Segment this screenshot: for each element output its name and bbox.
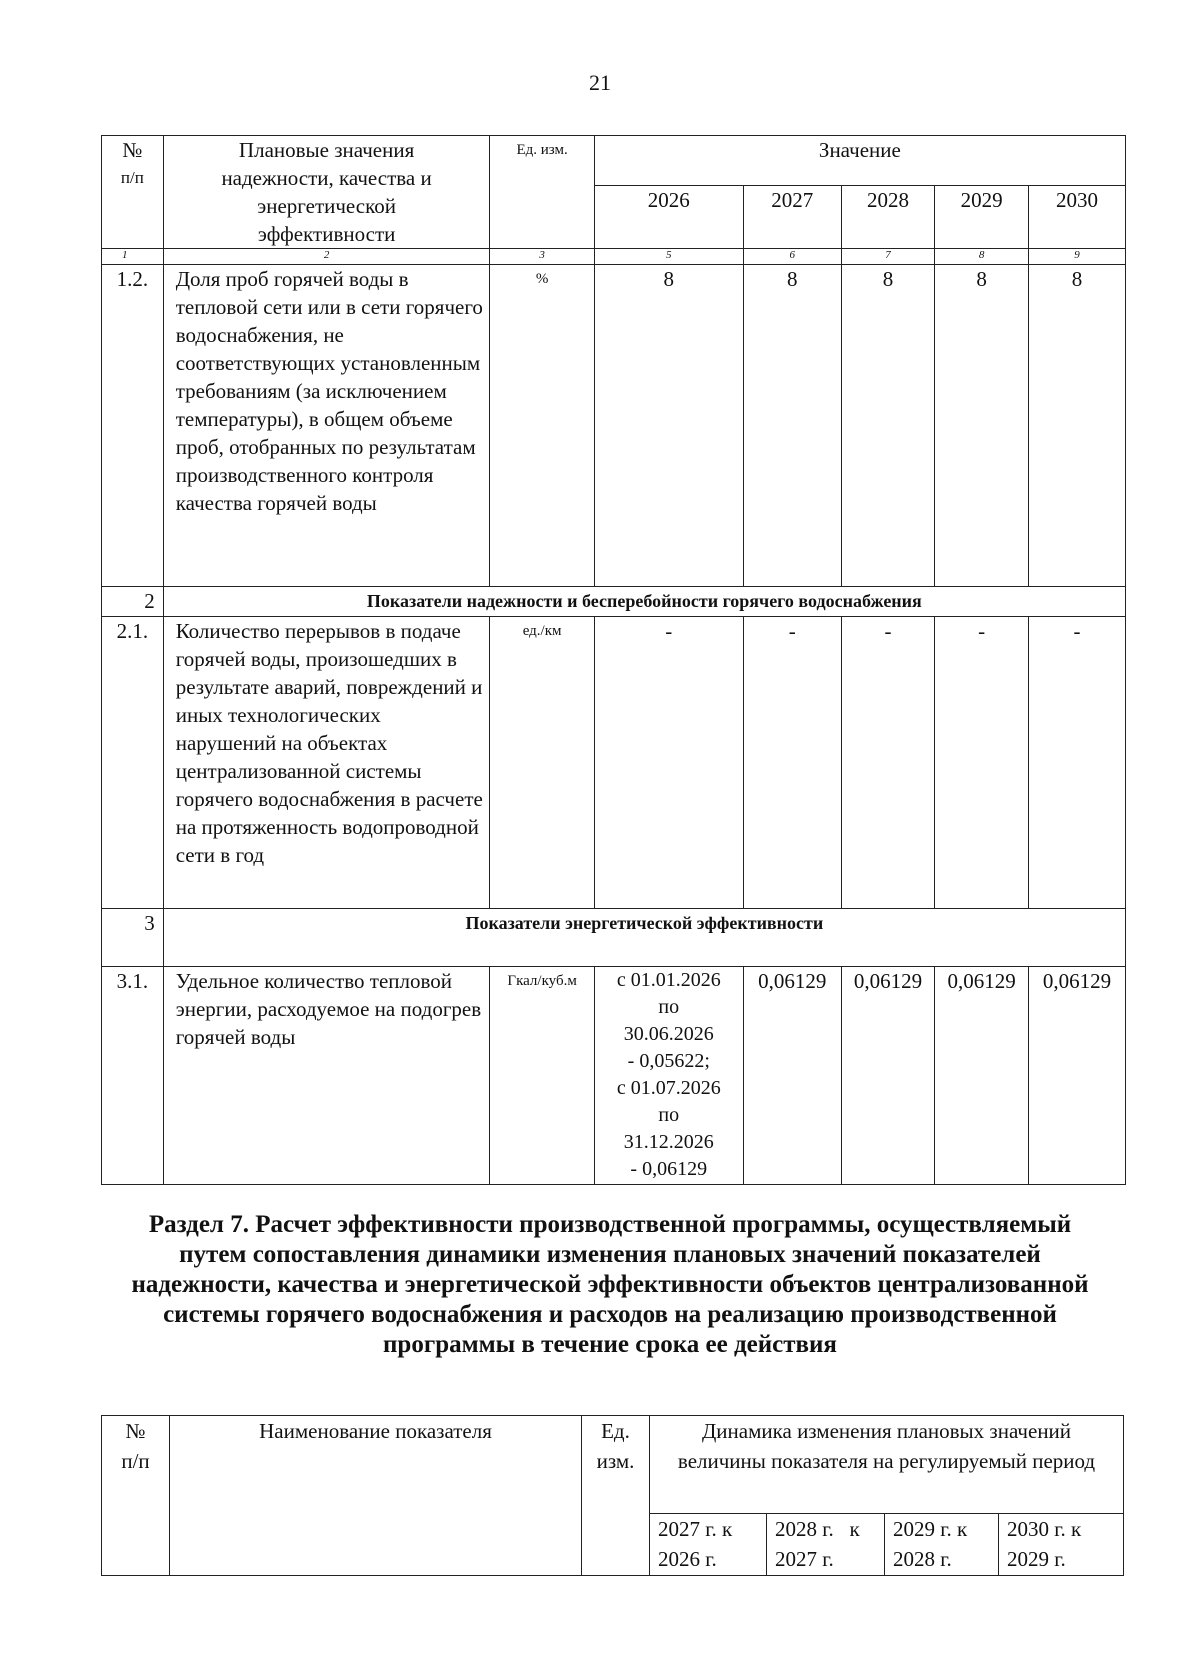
value-cell: 8 <box>594 265 743 587</box>
period-cell <box>885 1514 999 1576</box>
index-cell: 9 <box>1029 249 1126 265</box>
section-title: Показатели надежности и бесперебойности горячего водоснабжения <box>163 587 1125 617</box>
name-header: Наименование показателя <box>170 1416 582 1576</box>
period-cell <box>999 1514 1124 1576</box>
year-2029: 2029 <box>935 186 1029 249</box>
year-2027: 2027 <box>743 186 841 249</box>
value-cell: 0,06129 <box>1029 967 1126 1185</box>
year-2028: 2028 <box>841 186 935 249</box>
period-line: по <box>658 996 680 1018</box>
period-from: 2027 г. к <box>658 1517 733 1541</box>
period-line: - 0,05622; <box>627 1050 710 1072</box>
index-cell: 8 <box>935 249 1029 265</box>
num-header-line1: № <box>125 1419 146 1443</box>
value-cell: - <box>594 617 743 909</box>
index-row <box>102 249 1126 265</box>
value-cell: - <box>1029 617 1126 909</box>
row-number: 3.1. <box>102 967 164 1185</box>
period-line: с 01.01.2026 <box>616 969 721 991</box>
period-cell <box>767 1514 885 1576</box>
unit-header-line1: Ед. <box>601 1419 630 1443</box>
index-cell: 7 <box>841 249 935 265</box>
value-cell: 8 <box>1029 265 1126 587</box>
period-cell <box>650 1514 767 1576</box>
header-row <box>102 136 1126 186</box>
value-cell: 8 <box>935 265 1029 587</box>
unit-header-line2: изм. <box>596 1449 635 1473</box>
row-number: 2.1. <box>102 617 164 909</box>
section-number: 3 <box>102 909 164 967</box>
name-header: Плановые значения надежности, качества и энергетической эффективности <box>163 136 490 249</box>
period-from: 2028 г. к <box>775 1517 860 1541</box>
value-cell: - <box>841 617 935 909</box>
value-cell: 0,06129 <box>841 967 935 1185</box>
value-cell: - <box>743 617 841 909</box>
section-row <box>102 587 1126 617</box>
indicator-name: Доля проб горячей воды в тепловой сети или в сети горячего водоснабжения, не соответствующих установленным требованиям (за исключением температуры), в общем объеме проб, отобранных по результатам производственного контроля качества горячей воды <box>163 265 490 587</box>
indicator-name: Удельное количество тепловой энергии, расходуемое на подогрев горячей воды <box>163 967 490 1185</box>
row-number: 1.2. <box>102 265 164 587</box>
section-row <box>102 909 1126 967</box>
index-cell: 2 <box>163 249 490 265</box>
index-cell: 1 <box>102 249 164 265</box>
period-from: 2030 г. к <box>1007 1517 1082 1541</box>
value-header: Значение <box>594 136 1125 186</box>
period-line: - 0,06129 <box>630 1158 708 1180</box>
period-to: 2028 г. <box>893 1547 952 1571</box>
period-from: 2029 г. к <box>893 1517 968 1541</box>
value-cell: 0,06129 <box>935 967 1029 1185</box>
indicators-table <box>101 135 1126 1185</box>
table-row <box>102 967 1126 1185</box>
num-header <box>102 1416 170 1576</box>
year-2026: 2026 <box>594 186 743 249</box>
period-to: 2029 г. <box>1007 1547 1066 1571</box>
header-row <box>102 1416 1124 1514</box>
dynamics-header: Динамика изменения плановых значений величины показателя на регулируемый период <box>650 1416 1124 1514</box>
period-line: по <box>658 1104 680 1126</box>
period-line: с 01.07.2026 <box>616 1077 721 1099</box>
year-2030: 2030 <box>1029 186 1126 249</box>
value-cell: 8 <box>743 265 841 587</box>
unit-header: Ед. изм. <box>490 136 594 249</box>
section-number: 2 <box>102 587 164 617</box>
section-title: Показатели энергетической эффективности <box>163 909 1125 967</box>
period-to: 2026 г. <box>658 1547 717 1571</box>
value-cell: 0,06129 <box>743 967 841 1185</box>
indicator-unit: % <box>490 265 594 587</box>
indicator-unit: ед./км <box>490 617 594 909</box>
num-header-line1: № <box>122 138 143 162</box>
num-header <box>102 136 164 249</box>
indicator-unit: Гкал/куб.м <box>490 967 594 1185</box>
num-header-line2: п/п <box>120 168 144 187</box>
efficiency-table <box>101 1415 1124 1576</box>
unit-header <box>582 1416 650 1576</box>
period-to: 2027 г. <box>775 1547 834 1571</box>
value-cell-period <box>594 967 743 1185</box>
value-cell: - <box>935 617 1029 909</box>
page-number: 21 <box>589 70 611 95</box>
num-header-line2: п/п <box>121 1449 150 1473</box>
value-cell: 8 <box>841 265 935 587</box>
table-row <box>102 617 1126 909</box>
index-cell: 3 <box>490 249 594 265</box>
index-cell: 5 <box>594 249 743 265</box>
table-row <box>102 265 1126 587</box>
indicator-name: Количество перерывов в подаче горячей воды, произошедших в результате аварий, повреждений и иных технологических нарушений на объектах централизованной системы горячего водоснабжения в расчете на протяженность водопроводной сети в год <box>163 617 490 909</box>
period-line: 31.12.2026 <box>623 1131 714 1153</box>
section-7-title: Раздел 7. Расчет эффективности производственной программы, осуществляемый путем сопоставления динамики изменения плановых значений показателей надежности, качества и энергетической эффективности объектов централизованной системы горячего водоснабжения и расходов на реализацию производственной программы в течение срока ее действия <box>131 1211 1089 1358</box>
index-cell: 6 <box>743 249 841 265</box>
period-line: 30.06.2026 <box>623 1023 714 1045</box>
